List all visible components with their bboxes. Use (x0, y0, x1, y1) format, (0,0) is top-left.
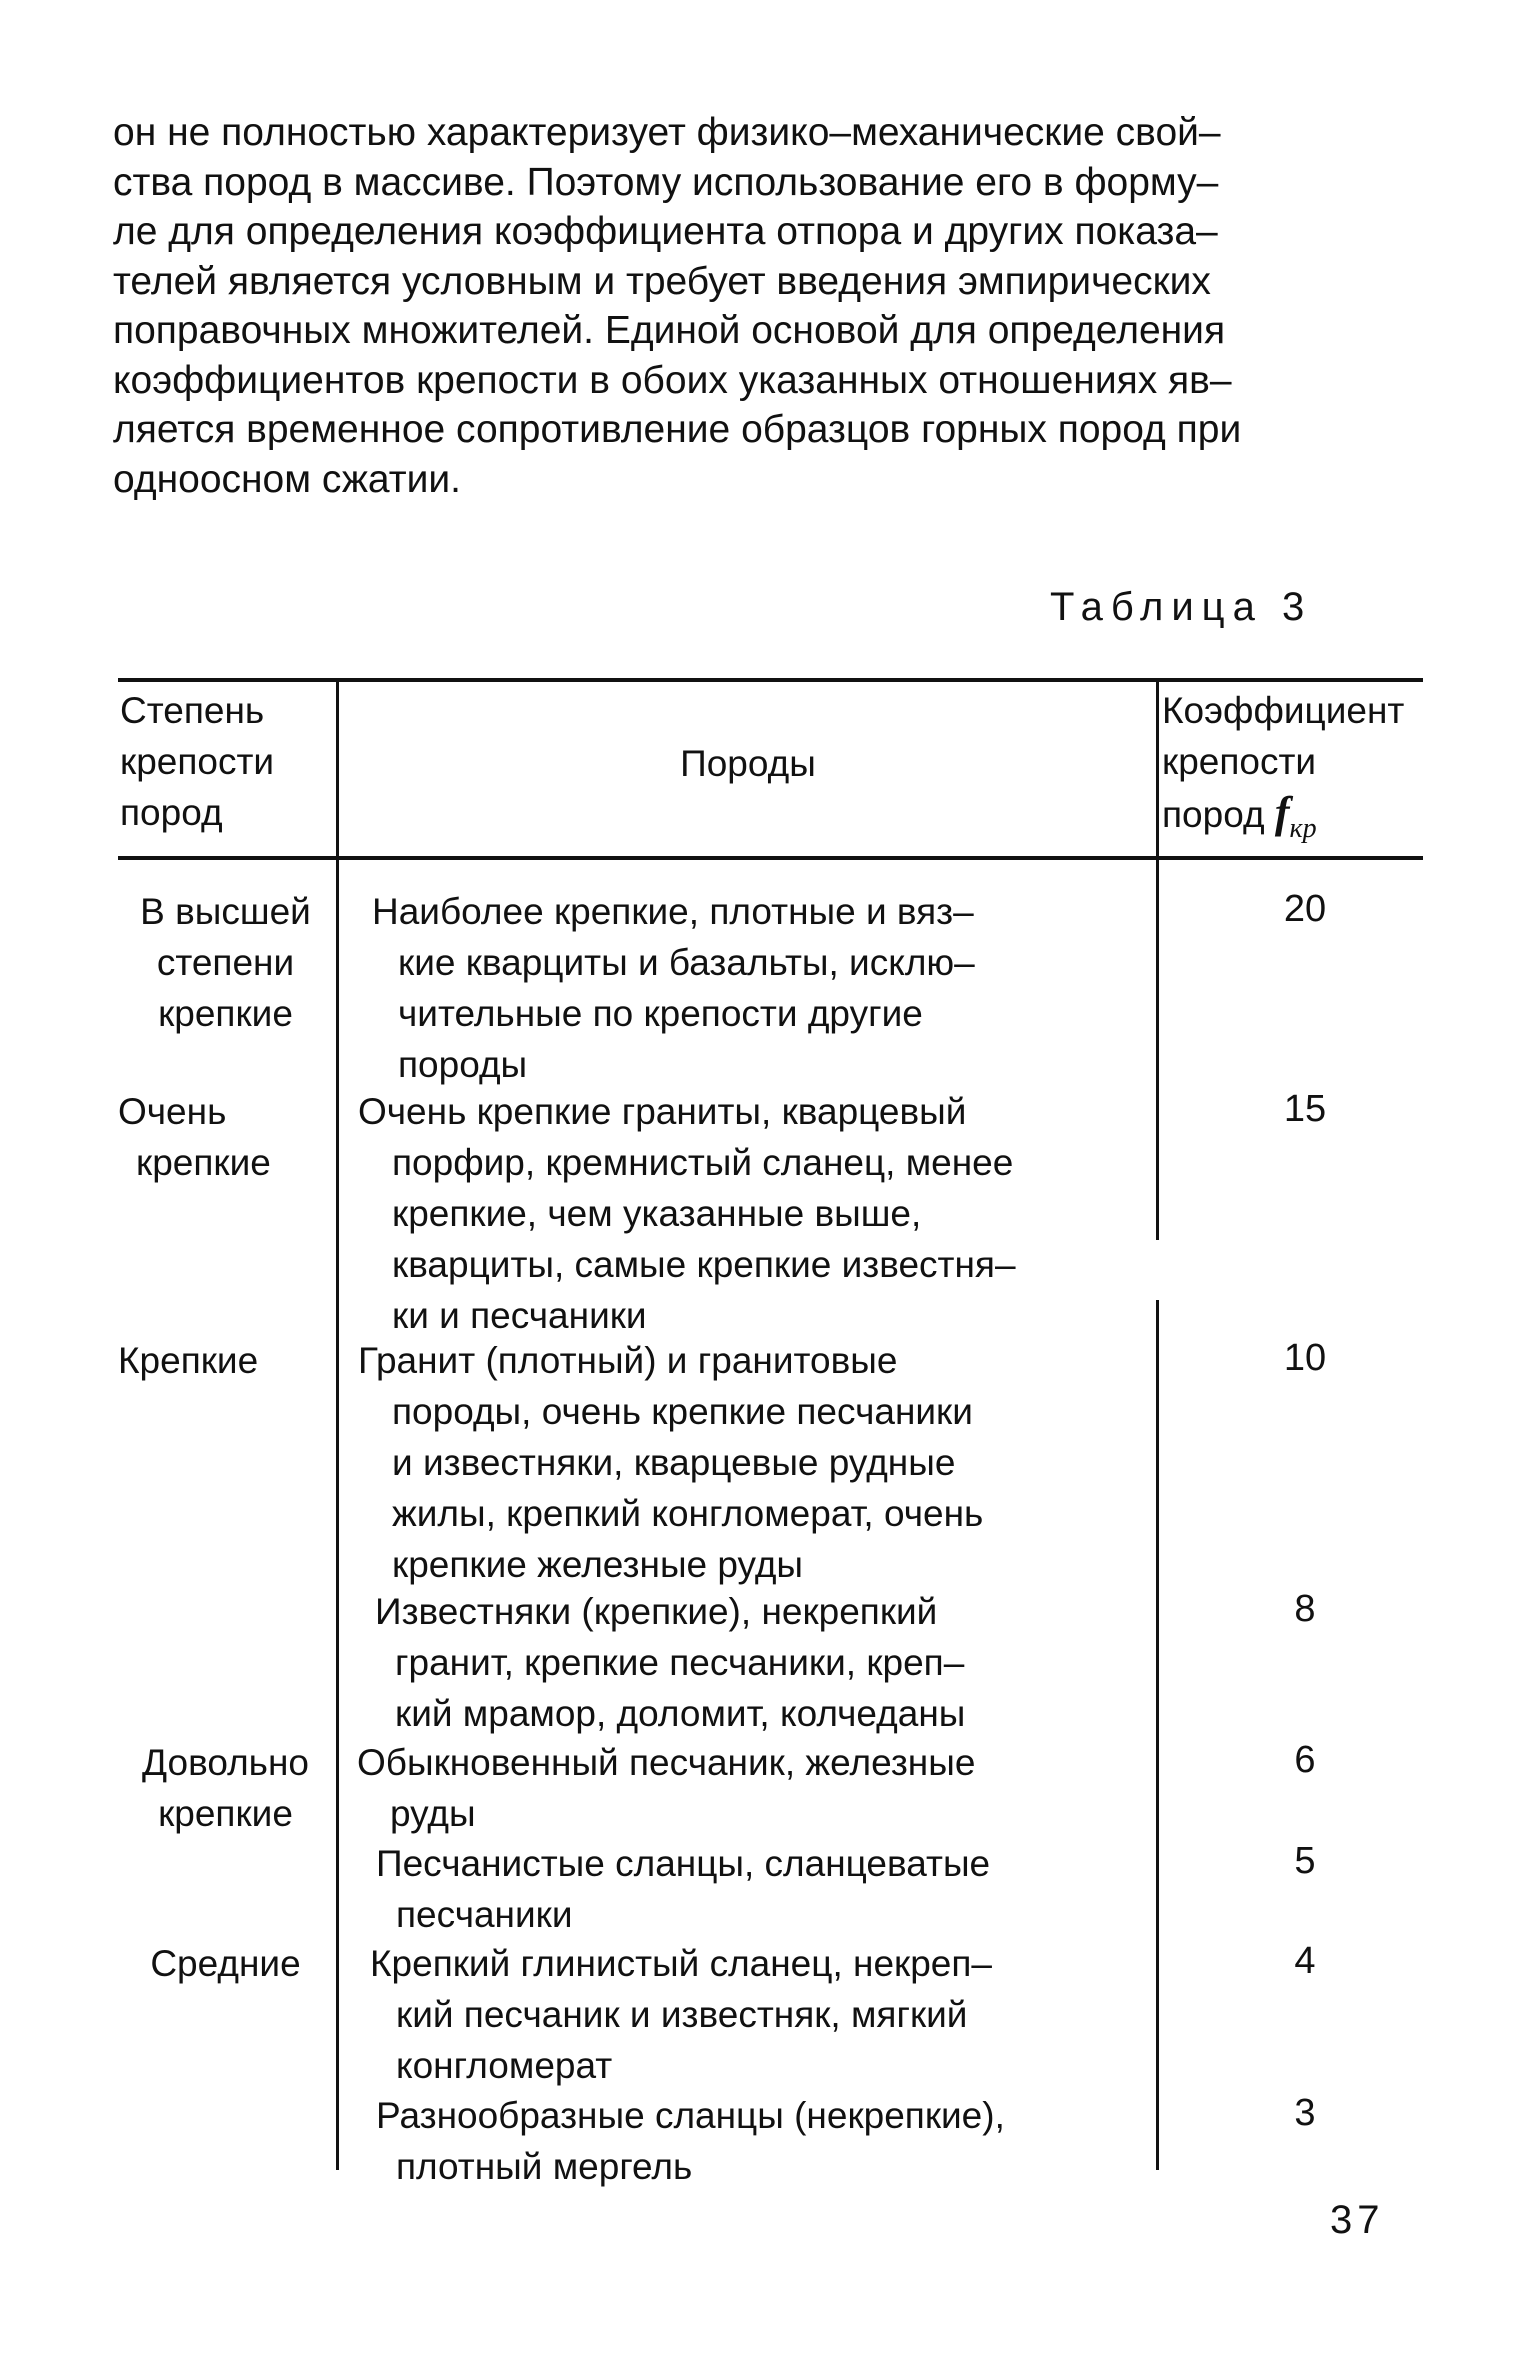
header-coef-line (1162, 787, 1404, 854)
column-divider-right-lower (1156, 1300, 1159, 2170)
rocks-line: Крепкий глинистый сланец, некреп– (370, 1943, 992, 1984)
row-coef: 3 (1294, 2092, 1316, 2134)
rocks-line: порфир, кремнистый сланец, менее (392, 1142, 1014, 1183)
body-paragraph (113, 108, 1413, 504)
coef-subscript: кр (1289, 813, 1317, 844)
row-coef: 15 (1283, 1088, 1327, 1130)
paragraph-line: ства пород в массиве. Поэтому использование его в форму– (113, 160, 1219, 204)
row-coef: 5 (1294, 1840, 1316, 1882)
rocks-line: руды (390, 1793, 476, 1834)
row-rocks (360, 1086, 1140, 1341)
paragraph-line: телей является условным и требует введения эмпирических (113, 259, 1211, 303)
row-coef: 6 (1294, 1739, 1316, 1781)
rocks-line: Песчанистые сланцы, сланцеватые (376, 1843, 991, 1884)
rocks-line: чительные по крепости другие (398, 993, 923, 1034)
degree-line: степени (156, 942, 295, 983)
header-degree-line: пород (120, 792, 223, 833)
header-coef (1162, 685, 1404, 854)
rocks-line: конгломерат (396, 2045, 613, 2086)
row-rocks (360, 886, 1140, 1090)
coef-symbol: f (1274, 788, 1290, 837)
degree-line: Крепкие (118, 1340, 259, 1381)
row-degree (118, 886, 333, 1039)
row-coef: 4 (1294, 1940, 1316, 1982)
row-degree (118, 1938, 333, 1989)
paragraph-line: ле для определения коэффициента отпора и других показа– (113, 210, 1218, 253)
rocks-line: породы, очень крепкие песчаники (392, 1391, 973, 1432)
rocks-line: кварциты, самые крепкие известня– (392, 1244, 1016, 1285)
header-coef-line-text: пород (1162, 794, 1265, 835)
degree-line: Довольно (142, 1742, 309, 1783)
rocks-line: Известняки (крепкие), некрепкий (375, 1591, 938, 1632)
degree-line: Средние (150, 1943, 301, 1984)
degree-line: Очень (118, 1091, 227, 1132)
row-coef: 8 (1294, 1588, 1316, 1630)
degree-line: крепкие (136, 1142, 271, 1183)
header-coef-line: крепости (1162, 741, 1317, 782)
degree-line: крепкие (158, 993, 293, 1034)
rocks-line: Разнообразные сланцы (некрепкие), (376, 2095, 1005, 2136)
header-degree-line: Степень (120, 690, 265, 731)
row-rocks (360, 2090, 1140, 2192)
rocks-line: Гранит (плотный) и гранитовые (358, 1340, 898, 1381)
row-degree (118, 1335, 333, 1386)
rocks-line: гранит, крепкие песчаники, креп– (395, 1642, 965, 1683)
rocks-line: Обыкновенный песчаник, железные (357, 1742, 976, 1783)
rocks-line: жилы, крепкий конгломерат, очень (392, 1493, 984, 1534)
rocks-line: плотный мергель (396, 2146, 693, 2187)
page-number: 37 (1330, 2198, 1385, 2242)
paragraph-line: он не полностью характеризует физико–механические свой– (113, 111, 1221, 154)
header-rocks (340, 738, 1156, 789)
rocks-line: песчаники (396, 1894, 573, 1935)
rocks-line: Очень крепкие граниты, кварцевый (358, 1091, 967, 1132)
paragraph-line: поправочных множителей. Единой основой для определения (113, 309, 1226, 352)
rocks-line: и известняки, кварцевые рудные (392, 1442, 956, 1483)
paragraph-line: ляется временное сопротивление образцов горных пород при (113, 408, 1242, 451)
header-bottom-rule (118, 856, 1423, 860)
paragraph-line: одноосном сжатии. (113, 457, 462, 501)
rocks-line: кий мрамор, доломит, колчеданы (395, 1693, 966, 1734)
rocks-line: Наиболее крепкие, плотные и вяз– (372, 891, 974, 932)
table-caption: Таблица 3 (1050, 585, 1313, 629)
rocks-line: кий песчаник и известняк, мягкий (396, 1994, 968, 2035)
table-top-rule (118, 678, 1423, 682)
row-degree (118, 1086, 333, 1188)
row-rocks (360, 1838, 1140, 1940)
row-rocks (360, 1586, 1140, 1739)
header-degree-line: крепости (120, 741, 275, 782)
row-rocks (360, 1938, 1140, 2091)
rocks-line: породы (398, 1044, 528, 1085)
rocks-line: кие кварциты и базальты, исклю– (398, 942, 975, 983)
degree-line: В высшей (140, 891, 311, 932)
header-degree (120, 685, 274, 838)
row-rocks (360, 1335, 1140, 1590)
column-divider-right-upper (1156, 682, 1159, 1240)
row-coef: 20 (1283, 888, 1327, 930)
header-coef-line: Коэффициент (1162, 690, 1405, 731)
row-degree (118, 1737, 333, 1839)
rocks-line: ки и песчаники (392, 1295, 647, 1336)
header-rocks-label: Породы (680, 743, 816, 784)
column-divider-left (336, 682, 339, 2170)
paragraph-line: коэффициентов крепости в обоих указанных отношениях яв– (113, 358, 1232, 402)
row-coef: 10 (1283, 1337, 1327, 1379)
rocks-line: крепкие, чем указанные выше, (392, 1193, 922, 1234)
row-rocks (357, 1737, 1140, 1839)
rocks-line: крепкие железные руды (392, 1544, 804, 1585)
degree-line: крепкие (158, 1793, 293, 1834)
